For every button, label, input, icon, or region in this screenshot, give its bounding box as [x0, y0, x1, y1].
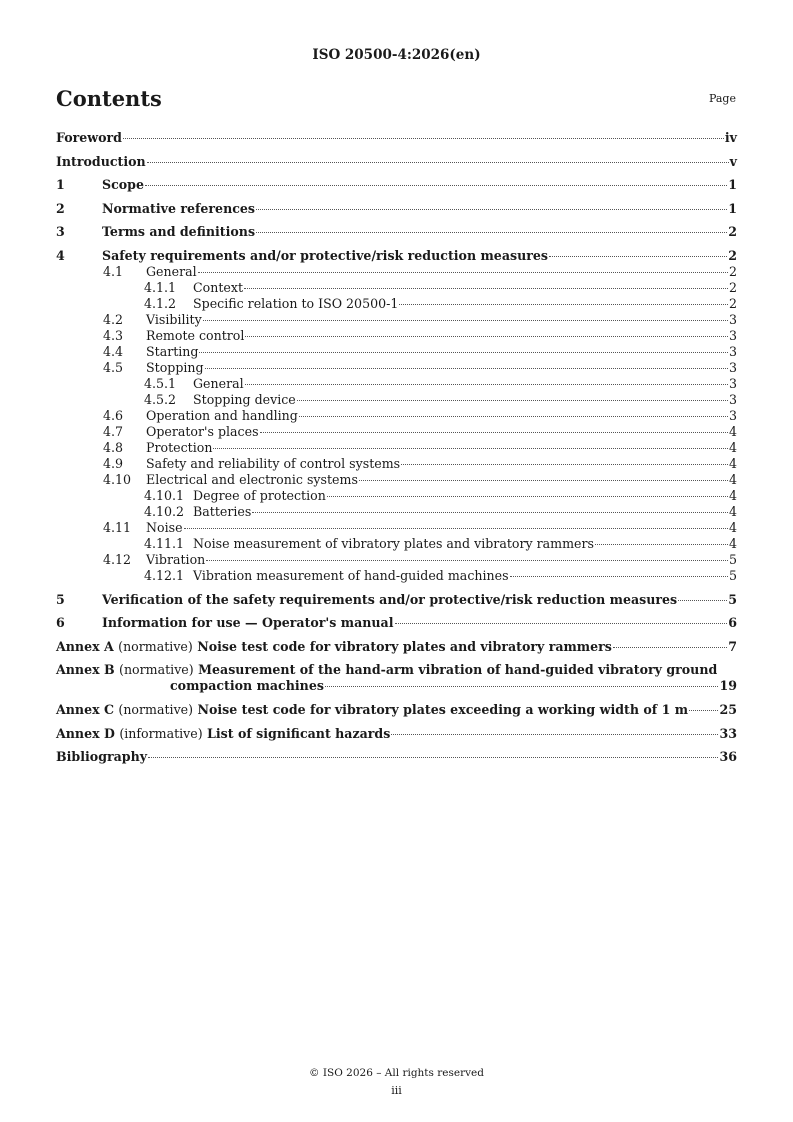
toc-entry-4[interactable]: 4 Safety requirements and/or protective/risk reduction measures 2 — [56, 247, 737, 263]
toc-entry-4-12-1[interactable]: 4.12.1 Vibration measurement of hand-guided machines 5 — [144, 567, 737, 583]
toc-entry-4-1-2[interactable]: 4.1.2 Specific relation to ISO 20500-1 2 — [144, 295, 737, 311]
page-column-label: Page — [708, 92, 736, 105]
contents-title: Contents — [56, 86, 162, 111]
table-of-contents — [56, 130, 737, 765]
toc-entry-4-2[interactable]: 4.2 Visibility 3 — [103, 311, 737, 327]
toc-entry-3[interactable]: 3 Terms and definitions 2 — [56, 224, 737, 240]
toc-entry-annex-d[interactable]: Annex D (informative) List of significant hazards 33 — [56, 725, 737, 741]
toc-entry-introduction[interactable]: Introduction v — [56, 153, 737, 169]
toc-entry-bibliography[interactable]: Bibliography 36 — [56, 749, 737, 765]
toc-entry-annex-c[interactable]: Annex C (normative) Noise test code for vibratory plates exceeding a working width of 1 m 25 — [56, 701, 737, 717]
toc-entry-4-10-2[interactable]: 4.10.2 Batteries 4 — [144, 503, 737, 519]
toc-entry-4-5-2[interactable]: 4.5.2 Stopping device 3 — [144, 391, 737, 407]
toc-entry-4-10-1[interactable]: 4.10.1 Degree of protection 4 — [144, 487, 737, 503]
toc-entry-annex-b-line2[interactable]: compaction machines 19 — [170, 678, 737, 694]
toc-entry-4-7[interactable]: 4.7 Operator's places 4 — [103, 423, 737, 439]
footer-copyright: © ISO 2026 – All rights reserved — [309, 1067, 484, 1079]
footer-page-number: iii — [391, 1084, 402, 1097]
toc-entry-4-3[interactable]: 4.3 Remote control 3 — [103, 327, 737, 343]
toc-entry-5[interactable]: 5 Verification of the safety requirements and/or protective/risk reduction measures 5 — [56, 591, 737, 607]
toc-entry-4-5-1[interactable]: 4.5.1 General 3 — [144, 375, 737, 391]
toc-entry-4-6[interactable]: 4.6 Operation and handling 3 — [103, 407, 737, 423]
toc-entry-2[interactable]: 2 Normative references 1 — [56, 200, 737, 216]
toc-entry-4-9[interactable]: 4.9 Safety and reliability of control systems 4 — [103, 455, 737, 471]
document-header: ISO 20500-4:2026(en) — [312, 47, 481, 63]
toc-entry-annex-b-line1[interactable]: Annex B (normative) Measurement of the hand-arm vibration of hand-guided vibratory ground — [56, 662, 718, 678]
toc-entry-4-10[interactable]: 4.10 Electrical and electronic systems 4 — [103, 471, 737, 487]
toc-entry-4-1-1[interactable]: 4.1.1 Context 2 — [144, 279, 737, 295]
toc-entry-4-1[interactable]: 4.1 General 2 — [103, 263, 737, 279]
toc-entry-6[interactable]: 6 Information for use — Operator's manual 6 — [56, 615, 737, 631]
toc-entry-4-12[interactable]: 4.12 Vibration 5 — [103, 551, 737, 567]
toc-entry-4-11-1[interactable]: 4.11.1 Noise measurement of vibratory plates and vibratory rammers 4 — [144, 535, 737, 551]
toc-entry-4-4[interactable]: 4.4 Starting 3 — [103, 343, 737, 359]
toc-entry-1[interactable]: 1 Scope 1 — [56, 177, 737, 193]
toc-entry-4-8[interactable]: 4.8 Protection 4 — [103, 439, 737, 455]
toc-entry-annex-a[interactable]: Annex A (normative) Noise test code for vibratory plates and vibratory rammers 7 — [56, 638, 737, 654]
toc-entry-4-11[interactable]: 4.11 Noise 4 — [103, 519, 737, 535]
toc-entry-4-5[interactable]: 4.5 Stopping 3 — [103, 359, 737, 375]
toc-entry-foreword[interactable]: Foreword iv — [56, 130, 737, 145]
